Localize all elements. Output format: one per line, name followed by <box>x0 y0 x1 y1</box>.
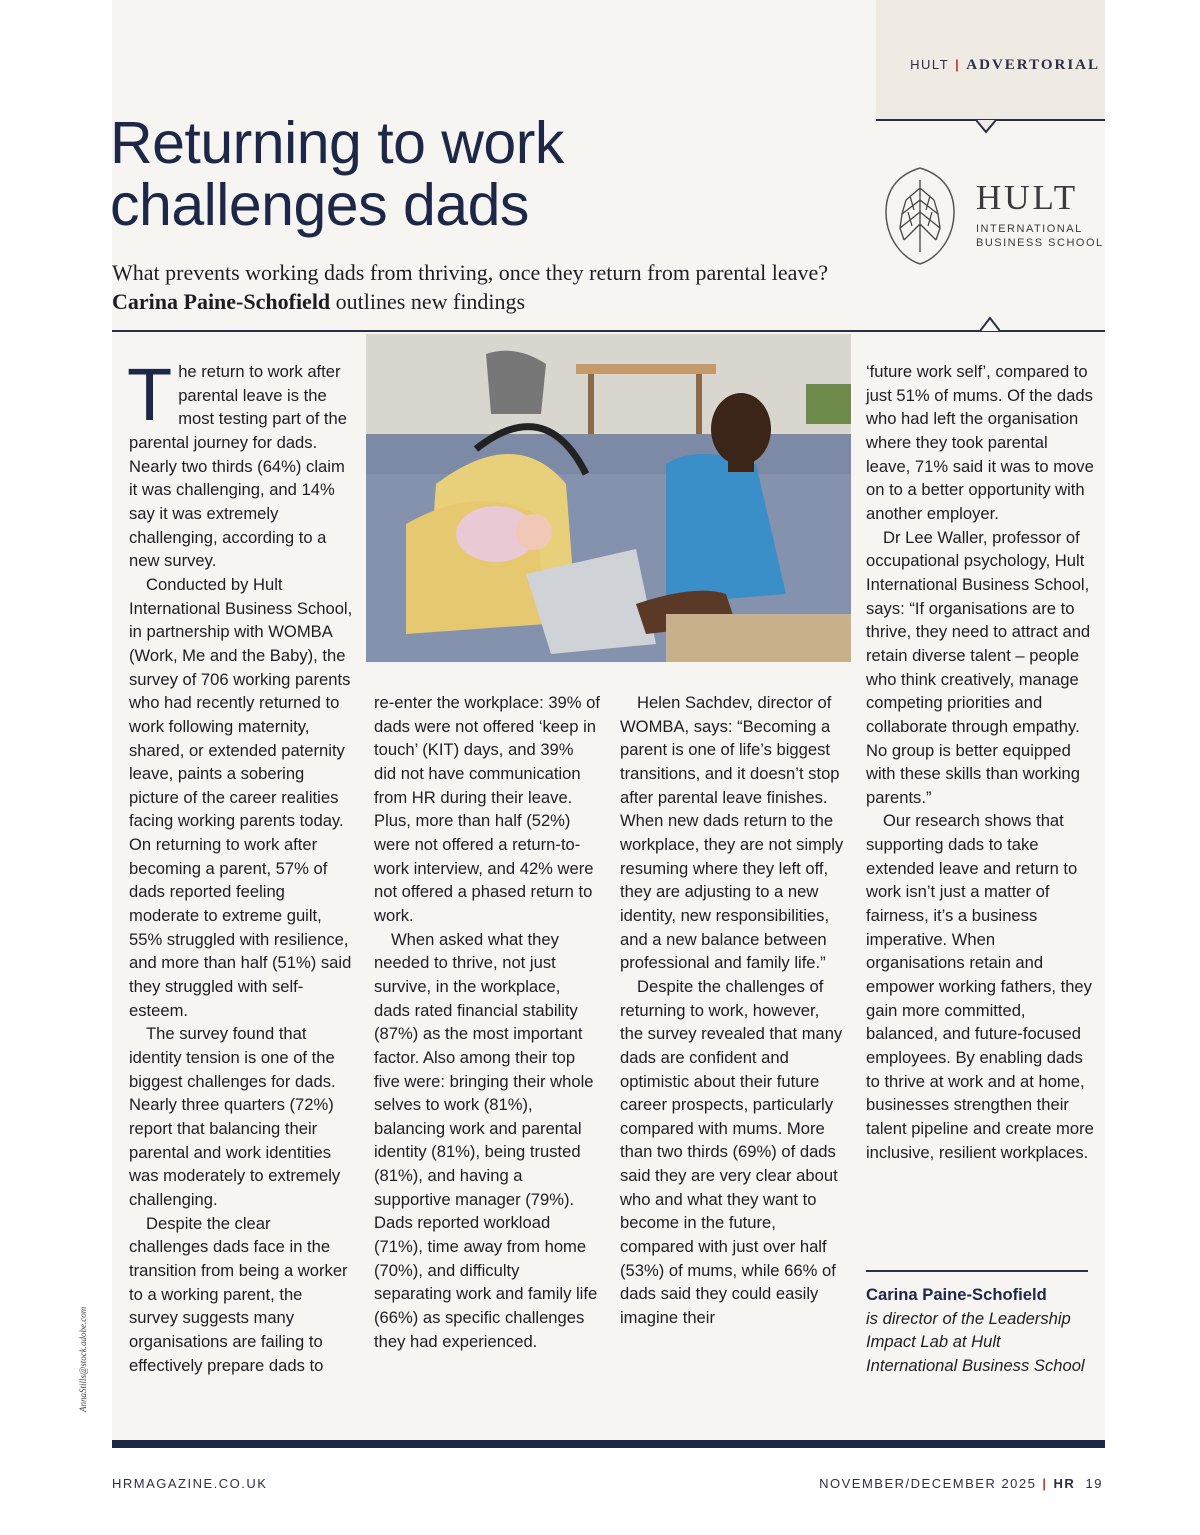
logo-sub-2: BUSINESS SCHOOL <box>976 237 1104 249</box>
paragraph-text: he return to work after parental leave is the most testing part of the parental journey for dads. Nearly two thirds (64%) claim it was challenging, and 14% say it was extremely challenging, according to a new survey. <box>129 362 347 571</box>
paragraph: re-enter the workplace: 39% of dads were not offered ‘keep in touch’ (KIT) days, and 39% did not have communication from HR during their leave. Plus, more than half (52%) were not offered a return-to-work interview, and 42% were not offered a phased return to work. <box>374 693 600 925</box>
title-line-1: Returning to work <box>110 110 564 176</box>
column-1 <box>127 353 354 1377</box>
logo-sub-1: INTERNATIONAL <box>976 223 1083 235</box>
paragraph: Despite the clear challenges dads face in the transition from being a worker to a working parent, the survey suggests many organisations are failing to effectively prepare dads to <box>129 1213 348 1375</box>
paragraph: Our research shows that supporting dads to take extended leave and return to work isn’t just a matter of fairness, it’s a business imperative. When organisations retain and empower working fathers, they gain more committed, balanced, and future-focused employees. By enabling dads to thrive at work and at home, businesses strengthen their talent pipeline and create more inclusive, resilient workplaces. <box>866 811 1094 1162</box>
paragraph <box>127 353 354 573</box>
bio-description: is director of the Leadership Impact Lab at Hult International Business School <box>866 1308 1085 1375</box>
section-separator: | <box>955 57 961 72</box>
standfirst-tail: outlines new findings <box>335 289 526 314</box>
logo-subtitle <box>976 222 1104 250</box>
paragraph: When asked what they needed to thrive, not just survive, in the workplace, dads rated financial stability (87%) as the most important factor. Also among their top five were: bringing their whole selves to work (81%), balancing work and parental identity (81%), being trusted (81%), and having a supportive manager (79%). Dads reported workload (71%), time away from home (70%), and difficulty separating work and family life (66%) as specific challenges they had experienced. <box>374 929 598 1351</box>
column-4 <box>866 360 1096 1164</box>
footer-issue: NOVEMBER/DECEMBER 2025 <box>819 1476 1037 1491</box>
section-label: ADVERTORIAL <box>966 57 1100 73</box>
title-line-2: challenges dads <box>110 172 529 238</box>
footer-separator: | <box>1042 1476 1048 1491</box>
standfirst-author: Carina Paine-Schofield <box>112 289 331 314</box>
standfirst-text: What prevents working dads from thriving, once they return from parental leave? <box>112 260 828 285</box>
section-tag <box>910 57 1100 74</box>
bio-rule <box>866 1270 1088 1272</box>
page-number: 19 <box>1085 1476 1103 1491</box>
logo-wordmark: HULT <box>976 178 1079 217</box>
dropcap: T <box>127 353 173 436</box>
footer-issue-info <box>819 1476 1103 1491</box>
paragraph: The survey found that identity tension is one of the biggest challenges for dads. Nearly three quarters (72%) report that balancing their parental and work identities was moderately to extremely challenging. <box>129 1024 341 1209</box>
author-bio <box>866 1283 1096 1378</box>
standfirst <box>112 258 852 316</box>
paragraph: ‘future work self’, compared to just 51% of mums. Of the dads who had left the organisation where they took parental leave, 71% said it was to move on to a better opportunity with another employer. <box>866 362 1094 523</box>
footer-site: HRMAGAZINE.CO.UK <box>112 1476 268 1491</box>
column-3 <box>620 691 846 1330</box>
photo-credit: AnnaStills@stock.adobe.com <box>78 1306 88 1412</box>
paragraph: Conducted by Hult International Business School, in partnership with WOMBA (Work, Me and the Baby), the survey of 706 working parents who had recently returned to work following maternity, shared, or extended paternity leave, paints a sobering picture of the career realities facing working parents today. On returning to work after becoming a parent, 57% of dads reported feeling moderate to extreme guilt, 55% struggled with resilience, and more than half (51%) said they struggled with self-esteem. <box>129 574 353 1020</box>
section-brand: HULT <box>910 57 950 72</box>
paragraph: Dr Lee Waller, professor of occupational psychology, Hult International Business School, says: “If organisations are to thrive, they need to attract and retain diverse talent – people who think creatively, manage competing priorities and collaborate through empathy. No group is better equipped with these skills than working parents.” <box>866 527 1091 807</box>
article-title <box>110 112 810 236</box>
header-notch <box>976 118 996 138</box>
footer-magazine: HR <box>1053 1476 1076 1491</box>
footer-bar <box>112 1440 1105 1448</box>
paragraph: Despite the challenges of returning to work, however, the survey revealed that many dads are confident and optimistic about their future career prospects, particularly compared with mums. More than two thirds (69%) of dads said they are very clear about who and what they want to become in the future, compared with just over half (53%) of mums, while 66% of dads said they could easily imagine their <box>620 976 843 1328</box>
standfirst-rule <box>112 330 1105 332</box>
bio-name: Carina Paine-Schofield <box>866 1285 1047 1304</box>
column-2 <box>374 691 600 1353</box>
standfirst-notch <box>980 314 1000 334</box>
article-photo <box>366 334 851 662</box>
paragraph: Helen Sachdev, director of WOMBA, says: “Becoming a parent is one of life’s biggest transitions, and it doesn’t stop after parental leave finishes. When new dads return to the workplace, they are not simply resuming where they left off, they are adjusting to a new identity, new responsibilities, and a new balance between professional and family life.” <box>620 693 844 973</box>
